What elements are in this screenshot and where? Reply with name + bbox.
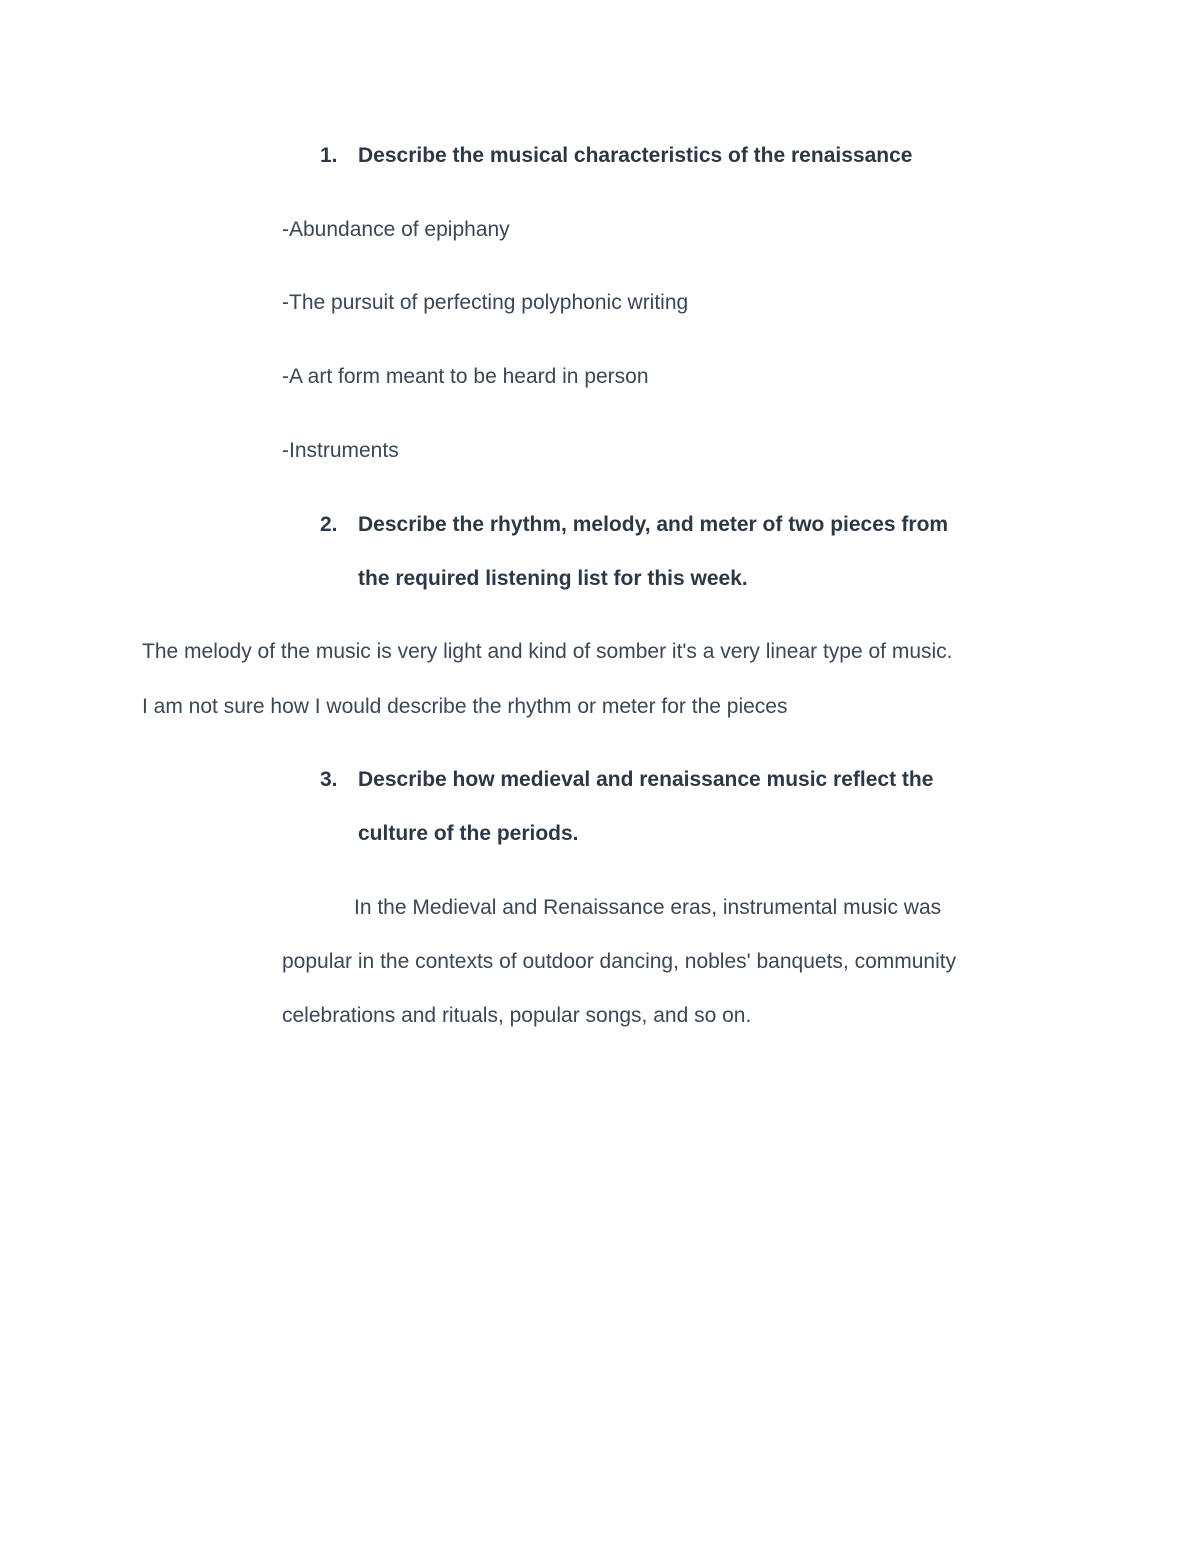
question-1-heading xyxy=(320,142,913,170)
question-3-text-line-2: culture of the periods. xyxy=(358,822,579,845)
answer-3-line-1: In the Medieval and Renaissance eras, instrumental music was xyxy=(354,896,942,919)
answer-1-line-3: -A art form meant to be heard in person xyxy=(282,365,649,388)
answer-1-line-2: -The pursuit of perfecting polyphonic writing xyxy=(282,291,689,314)
answer-2-line-1: The melody of the music is very light and kind of somber it's a very linear type of music. xyxy=(142,640,953,663)
question-1-text: Describe the musical characteristics of the renaissance xyxy=(358,144,913,167)
answer-2-line-2: I am not sure how I would describe the rhythm or meter for the pieces xyxy=(142,695,788,718)
question-1-number: 1. xyxy=(320,144,338,167)
question-2-heading xyxy=(320,511,949,539)
answer-3-line-2: popular in the contexts of outdoor dancing, nobles' banquets, community xyxy=(282,950,957,973)
question-2-text-line-2: the required listening list for this week. xyxy=(358,567,748,590)
answer-1-line-1: -Abundance of epiphany xyxy=(282,218,510,241)
answer-1-line-4: -Instruments xyxy=(282,439,399,462)
answer-3-line-3: celebrations and rituals, popular songs, and so on. xyxy=(282,1004,752,1027)
question-3-number: 3. xyxy=(320,768,338,791)
question-2-text-line-1: Describe the rhythm, melody, and meter of two pieces from xyxy=(358,513,949,536)
question-3-text-line-1: Describe how medieval and renaissance music reflect the xyxy=(358,768,934,791)
question-2-number: 2. xyxy=(320,513,338,536)
question-3-heading xyxy=(320,766,934,794)
